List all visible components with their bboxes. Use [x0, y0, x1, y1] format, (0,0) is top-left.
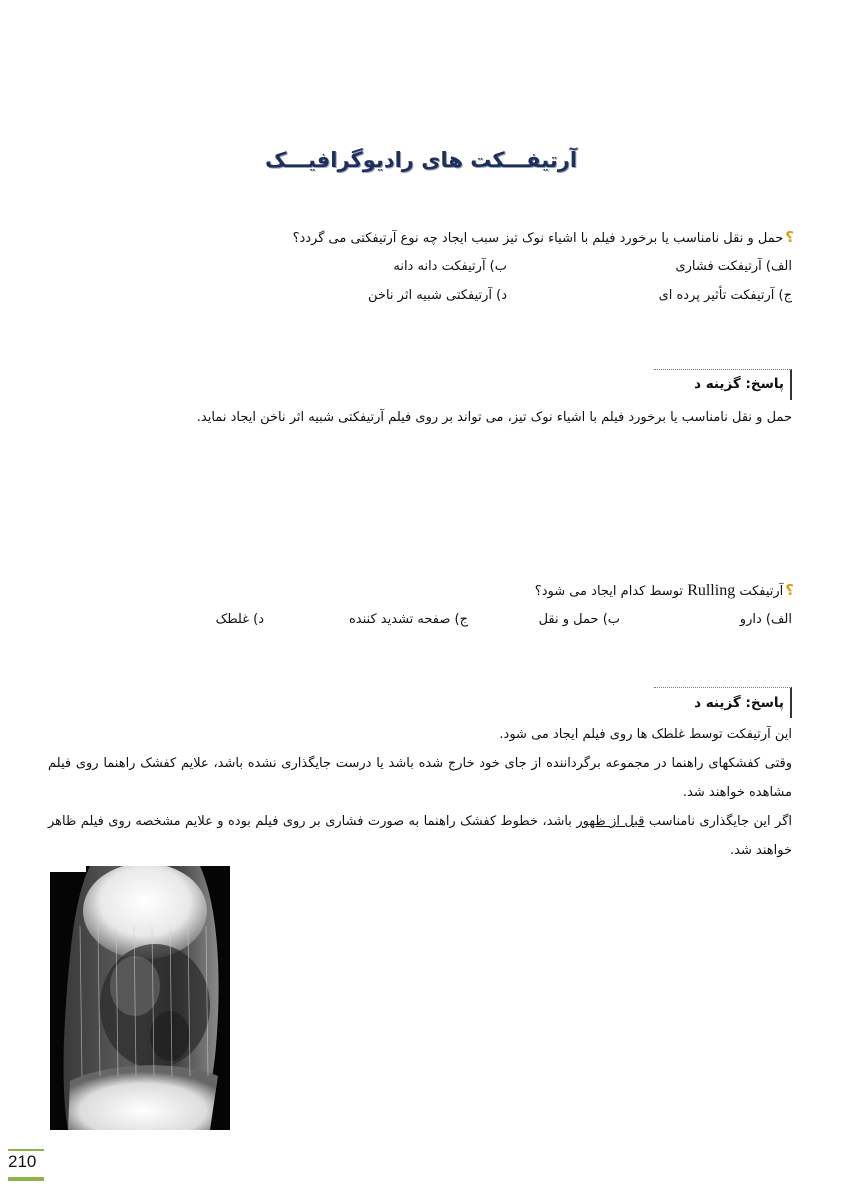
q1-option-a: الف) آرتیفکت فشاری	[675, 259, 792, 274]
question-2-text-before: آرتیفکت	[739, 584, 784, 599]
question-2-term: Rulling	[687, 582, 736, 599]
question-mark-icon: ؟	[785, 228, 794, 246]
question-mark-icon: ؟	[785, 581, 794, 599]
page-title: آرتیفـــکت های رادیوگرافیـــک	[264, 148, 578, 172]
page-number-rule-bottom	[8, 1177, 44, 1181]
answer-2-paragraph-2: وقتی کفشکهای راهنما در مجموعه برگرداننده از جای خود خارج شده باشد یا درست جایگذاری نشده باشد، علایم کفشک راهنما روی فیلم مشاهده خواهند شد.	[48, 756, 792, 800]
page-number-rule-top	[8, 1149, 44, 1151]
answer-1-label: پاسخ: گزینه د	[694, 376, 784, 392]
question-2	[50, 580, 794, 602]
answer-2-label: پاسخ: گزینه د	[694, 695, 784, 711]
q1-option-b: ب) آرتیفکت دانه دانه	[393, 259, 507, 274]
question-1	[50, 227, 794, 249]
page-number: 210	[8, 1152, 37, 1171]
answer-2-paragraph-3	[48, 807, 792, 865]
xray-image	[50, 866, 230, 1130]
answer-2-p3-after: باشد، خطوط کفشک راهنما به صورت فشاری بر روی فیلم بوده و علایم مشخصه روی فیلم ظاهر خواهند شد.	[48, 814, 792, 858]
answer-1-text: حمل و نقل نامناسب یا برخورد فیلم با اشیاء نوک تیز، می تواند بر روی فیلم آرتیفکتی شبیه اثر ناخن ایجاد نماید.	[196, 410, 792, 425]
q2-option-c: ج) صفحه تشدید کننده	[349, 612, 468, 627]
q2-option-d: د) غلطک	[215, 612, 264, 627]
q1-option-c: ج) آرتیفکت تأثیر پرده ای	[658, 288, 792, 303]
q2-option-b: ب) حمل و نقل	[538, 612, 620, 627]
q2-option-a: الف) دارو	[739, 612, 792, 627]
answer-2-p3-underlined: قبل از ظهور	[576, 814, 645, 829]
answer-2-paragraph-1: این آرتیفکت توسط غلطک ها روی فیلم ایجاد می شود.	[499, 727, 792, 742]
answer-2-p3-before: اگر این جایگذاری نامناسب	[648, 814, 792, 829]
question-1-text: حمل و نقل نامناسب یا برخورد فیلم با اشیاء نوک تیز سبب ایجاد چه نوع آرتیفکتی می گردد؟	[292, 231, 784, 246]
question-2-text-after: توسط کدام ایجاد می شود؟	[534, 584, 684, 599]
xray-illustration	[50, 866, 230, 1130]
q1-option-d: د) آرتیفکتی شبیه اثر ناخن	[368, 288, 507, 303]
